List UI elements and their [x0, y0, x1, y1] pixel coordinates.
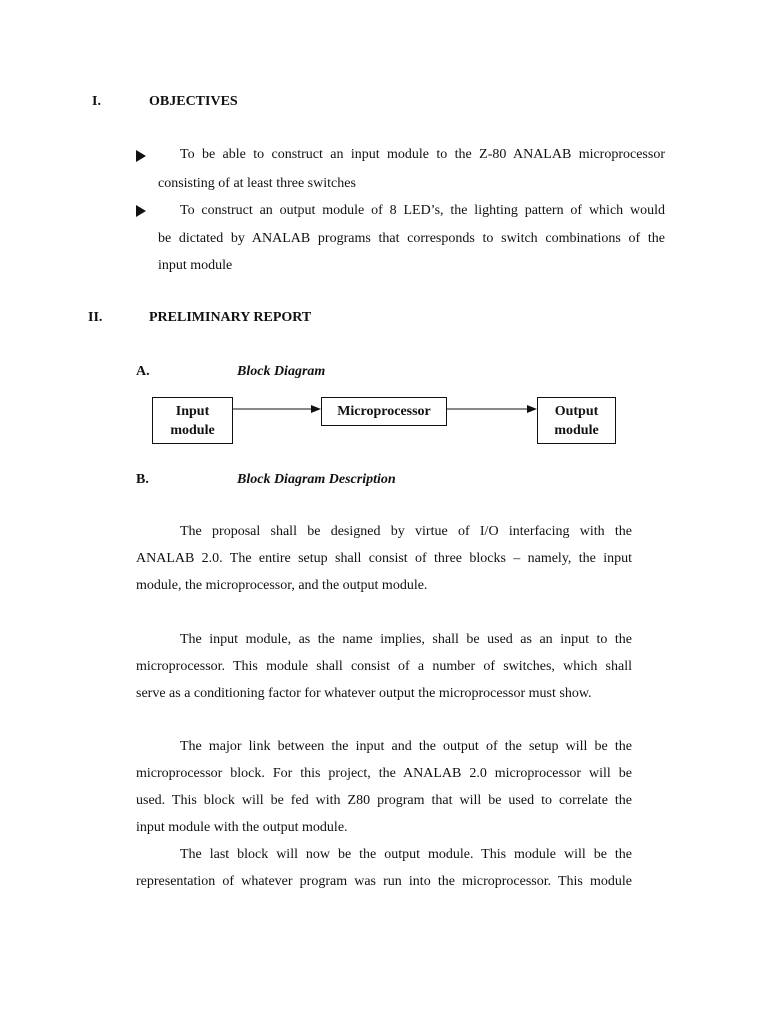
para-1-line-3: module, the microprocessor, and the output module. [136, 578, 428, 593]
subsection-b-title: Block Diagram Description [237, 472, 396, 487]
para-3-line-4: input module with the output module. [136, 820, 348, 835]
arrow-head-2-icon [527, 405, 537, 413]
subsection-a-letter: A. [136, 364, 150, 379]
bullet-1-line-1: To be able to construct an input module to the Z-80 ANALAB microprocessor [180, 147, 665, 162]
input-module-label-line-1: Input [175, 403, 210, 419]
input-module-label-line-2: module [170, 422, 215, 438]
para-2-line-3: serve as a conditioning factor for whatever output the microprocessor must show. [136, 686, 592, 701]
para-4-line-1: The last block will now be the output module. This module will be the [180, 847, 632, 862]
para-2-line-1: The input module, as the name implies, shall be used as an input to the [180, 632, 632, 647]
para-2-line-2: microprocessor. This module shall consist of a number of switches, which shall [136, 659, 632, 674]
subsection-b-letter: B. [136, 472, 149, 487]
section-2-title: PRELIMINARY REPORT [149, 310, 312, 325]
bullet-2-line-2: be dictated by ANALAB programs that corresponds to switch combinations of the [158, 231, 665, 246]
section-1-numeral: I. [92, 94, 101, 109]
para-1-line-1: The proposal shall be designed by virtue of I/O interfacing with the [180, 524, 632, 539]
diagram-arrows [0, 0, 768, 460]
para-3-line-3: used. This block will be fed with Z80 program that will be used to correlate the [136, 793, 632, 808]
para-3-line-1: The major link between the input and the output of the setup will be the [180, 739, 632, 754]
section-2-numeral: II. [88, 310, 103, 325]
section-1-title: OBJECTIVES [149, 94, 238, 109]
output-module-label-line-1: Output [554, 403, 599, 419]
bullet-2-line-1: To construct an output module of 8 LED’s, the lighting pattern of which would [180, 203, 665, 218]
bullet-1-line-2: consisting of at least three switches [158, 176, 356, 191]
para-3-line-2: microprocessor block. For this project, the ANALAB 2.0 microprocessor will be [136, 766, 632, 781]
microprocessor-label: Microprocessor [337, 404, 431, 419]
bullet-2-line-3: input module [158, 258, 233, 273]
subsection-a-title: Block Diagram [237, 364, 326, 379]
output-module-label-line-2: module [554, 422, 599, 438]
arrow-head-1-icon [311, 405, 321, 413]
para-1-line-2: ANALAB 2.0. The entire setup shall consist of three blocks – namely, the input [136, 551, 632, 566]
para-4-line-2: representation of whatever program was run into the microprocessor. This module [136, 874, 632, 889]
